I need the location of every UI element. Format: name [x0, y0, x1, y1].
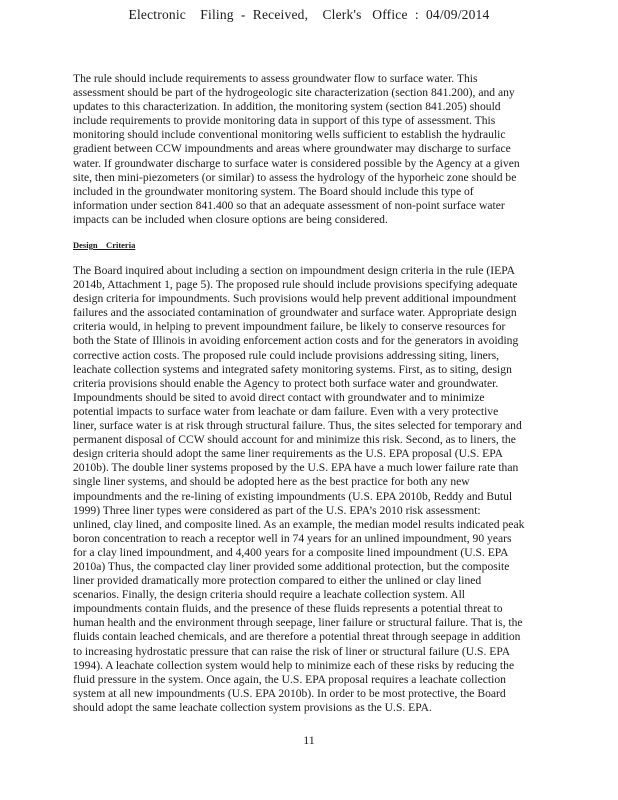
paragraph-line: potential impacts to surface water from leachate or dam failure. Even with a very protective: [73, 404, 499, 418]
paragraph-line: both the State of Illinois in avoiding enforcement action costs and for the generators in avoiding: [73, 334, 519, 348]
paragraph-line: single liner systems, and should be adopted here as the best practice for both any new: [73, 475, 470, 489]
paragraph-line: to increasing hydrostatic pressure that can raise the risk of liner or structural failure (U.S. EPA: [73, 644, 511, 658]
paragraph-line: impoundments contain fluids, and the presence of these fluids represents a potential threat to: [73, 602, 503, 616]
paragraph-line: site, then mini-piezometers (or similar) to assess the hydrology of the hyporheic zone should be: [73, 170, 517, 184]
paragraph-line: monitoring should include conventional monitoring wells sufficient to establish the hydraulic: [73, 128, 506, 142]
paragraph-line: assessment should be part of the hydrogeologic site characterization (section 841.200), and any: [73, 86, 515, 100]
paragraph-line: impacts can be included when closure options are being considered.: [73, 212, 388, 226]
paragraph-line: criteria would, in helping to prevent impoundment failure, be likely to conserve resources for: [73, 320, 506, 334]
paragraph-line: fluids contain leached chemicals, and are therefore a potential threat through seepage in addition: [73, 630, 521, 644]
section-heading-design-criteria: Design Criteria: [73, 240, 136, 250]
paragraph-line: system at all new impoundments (U.S. EPA 2010b). In order to be most protective, the Board: [73, 686, 506, 700]
paragraph-line: water. If groundwater discharge to surface water is considered possible by the Agency at a given: [73, 156, 520, 170]
paragraph-line: include requirements to provide monitoring data in support of this type of assessment. This: [73, 114, 496, 128]
paragraph-line: boron concentration to reach a receptor well in 74 years for an unlined impoundment, 90 years: [73, 531, 512, 545]
paragraph-line: The Board inquired about including a section on impoundment design criteria in the rule (IEPA: [73, 264, 515, 277]
paragraph-line: impoundments and the re-lining of existing impoundments (U.S. EPA 2010b, Reddy and Butul: [73, 489, 513, 503]
paragraph-line: updates to this characterization. In addition, the monitoring system (section 841.205) should: [73, 100, 501, 114]
paragraph-line: fluid pressure in the system. Once again, the U.S. EPA proposal requires a leachate collection: [73, 672, 506, 686]
paragraph-line: 2010b). The double liner systems proposed by the U.S. EPA have a much lower failure rate than: [73, 461, 519, 475]
paragraph-line: leachate collection systems and integrated safety monitoring systems. First, as to siting, design: [73, 362, 512, 376]
paragraph-line: gradient between CCW impoundments and areas where groundwater may discharge to surface: [73, 142, 511, 156]
paragraph-line: liner provided dramatically more protection compared to either the unlined or clay lined: [73, 574, 482, 588]
paragraph-line: included in the groundwater monitoring system. The Board should include this type of: [73, 184, 474, 198]
paragraph-line: design criteria should adopt the same liner requirements as the U.S. EPA proposal (U.S. EPA: [73, 447, 503, 461]
page-number: 11: [303, 733, 315, 747]
paragraph-design-criteria: [73, 264, 603, 715]
paragraph-line: corrective action costs. The proposed rule could include provisions addressing siting, liners,: [73, 348, 500, 362]
paragraph-line: for a clay lined impoundment, and 4,400 years for a composite lined impoundment (U.S. EPA: [73, 545, 509, 559]
paragraph-line: unlined, clay lined, and composite lined. As an example, the median model results indicated peak: [73, 517, 525, 531]
paragraph-line: scenarios. Finally, the design criteria should require a leachate collection system. All: [73, 588, 466, 602]
paragraph-line: 1999) Three liner types were considered as part of the U.S. EPA’s 2010 risk assessment:: [73, 503, 481, 517]
paragraph-groundwater-assessment: [73, 72, 603, 227]
paragraph-line: The rule should include requirements to assess groundwater flow to surface water. This: [73, 72, 478, 85]
paragraph-line: human health and the environment through seepage, liner failure or structural failure. That is, the: [73, 616, 523, 630]
paragraph-line: permanent disposal of CCW should account for and minimize this risk. Second, as to liners, the: [73, 433, 516, 447]
filing-stamp-header: Electronic Filing - Received, Clerk's Office : 04/09/2014: [128, 7, 490, 22]
paragraph-line: failures and the associated contamination of groundwater and surface water. Appropriate design: [73, 306, 517, 320]
paragraph-line: liner, surface water is at risk through structural failure. Thus, the sites selected for temporary and: [73, 419, 522, 433]
paragraph-line: Impoundments should be sited to avoid direct contact with groundwater and to minimize: [73, 390, 485, 404]
paragraph-line: 2010a) Thus, the compacted clay liner provided some additional protection, but the composite: [73, 559, 510, 573]
paragraph-line: should adopt the same leachate collection system provisions as the U.S. EPA.: [73, 700, 432, 714]
paragraph-line: 1994). A leachate collection system would help to minimize each of these risks by reducing the: [73, 658, 515, 672]
paragraph-line: criteria provisions should enable the Agency to protect both surface water and groundwater.: [73, 376, 499, 390]
paragraph-line: design criteria for impoundments. Such provisions would help prevent additional impoundment: [73, 292, 517, 306]
paragraph-line: information under section 841.400 so that an adequate assessment of non-point surface water: [73, 198, 505, 212]
paragraph-line: 2014b, Attachment 1, page 5). The proposed rule should include provisions specifying adequate: [73, 278, 518, 292]
